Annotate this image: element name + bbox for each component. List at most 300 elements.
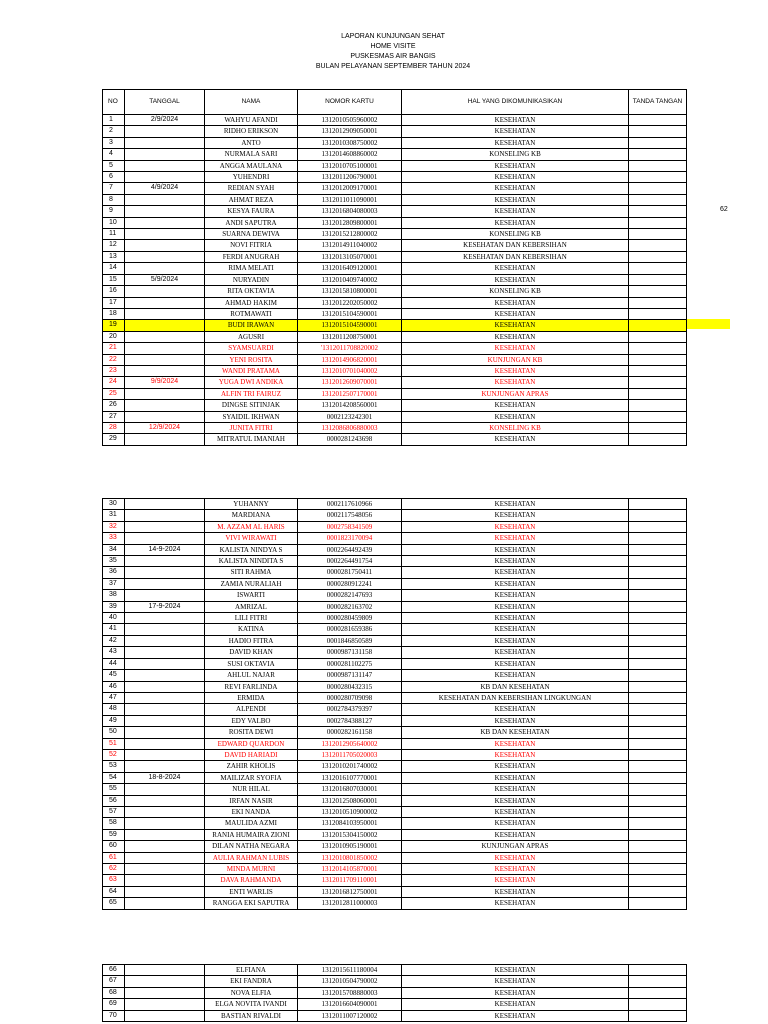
cell-no: 46 xyxy=(103,681,125,692)
table-row xyxy=(103,795,687,806)
cell-tgl xyxy=(125,263,205,274)
cell-no: 45 xyxy=(103,670,125,681)
cell-kartu: 1312012009170001 xyxy=(298,183,402,194)
cell-tgl xyxy=(125,217,205,228)
report-subtitle: HOME VISITE xyxy=(370,43,416,50)
cell-nama: EDWARD QUARDON xyxy=(205,738,298,749)
table-row xyxy=(103,567,687,578)
cell-tgl xyxy=(125,308,205,319)
cell-ttd xyxy=(629,229,687,240)
table-row xyxy=(103,297,687,308)
cell-tgl: 2/9/2024 xyxy=(125,115,205,126)
highlight-strip xyxy=(686,319,730,329)
cell-no: 36 xyxy=(103,567,125,578)
cell-hal: KESEHATAN xyxy=(402,898,629,909)
table-row xyxy=(103,976,687,987)
cell-tgl xyxy=(125,976,205,987)
cell-no: 50 xyxy=(103,727,125,738)
cell-kartu: 1312010308750002 xyxy=(298,137,402,148)
cell-ttd xyxy=(629,499,687,510)
cell-hal: KONSELING KB xyxy=(402,149,629,160)
table-row xyxy=(103,229,687,240)
cell-ttd xyxy=(629,544,687,555)
cell-no: 42 xyxy=(103,635,125,646)
col-nama-header: NAMA xyxy=(205,90,298,115)
cell-hal: KONSELING KB xyxy=(402,286,629,297)
cell-ttd xyxy=(629,841,687,852)
cell-no: 51 xyxy=(103,738,125,749)
cell-hal: KESEHATAN xyxy=(402,864,629,875)
cell-ttd xyxy=(629,251,687,262)
cell-nama: KESYA FAURA xyxy=(205,206,298,217)
cell-kartu: 1312016409120001 xyxy=(298,263,402,274)
cell-ttd xyxy=(629,297,687,308)
cell-ttd xyxy=(629,670,687,681)
report-period: BULAN PELAYANAN SEPTEMBER TAHUN 2024 xyxy=(315,63,471,70)
cell-no: 12 xyxy=(103,240,125,251)
cell-ttd xyxy=(629,331,687,342)
cell-ttd xyxy=(629,875,687,886)
table-row xyxy=(103,149,687,160)
cell-hal: KESEHATAN DAN KEBERSIHAN LINGKUNGAN xyxy=(402,692,629,703)
cell-hal: KESEHATAN xyxy=(402,126,629,137)
cell-tgl xyxy=(125,590,205,601)
cell-tgl: 5/9/2024 xyxy=(125,274,205,285)
cell-tgl xyxy=(125,795,205,806)
table-row xyxy=(103,115,687,126)
cell-nama: NURMALA SARI xyxy=(205,149,298,160)
cell-nama: YUGA DWI ANDIKA xyxy=(205,377,298,388)
cell-kartu: 0001846850589 xyxy=(298,635,402,646)
cell-tgl xyxy=(125,320,205,331)
cell-tgl xyxy=(125,556,205,567)
cell-hal: KB DAN KESEHATAN xyxy=(402,681,629,692)
cell-kartu: 1312015810800001 xyxy=(298,286,402,297)
cell-ttd xyxy=(629,115,687,126)
cell-kartu: 1312012909050001 xyxy=(298,126,402,137)
cell-tgl: 12/9/2024 xyxy=(125,422,205,433)
cell-nama: MINDA MURNI xyxy=(205,864,298,875)
cell-nama: ERMIDA xyxy=(205,692,298,703)
cell-tgl xyxy=(125,898,205,909)
table-row xyxy=(103,343,687,354)
table-row xyxy=(103,377,687,388)
cell-hal: KESEHATAN xyxy=(402,829,629,840)
cell-tgl xyxy=(125,354,205,365)
table-row xyxy=(103,864,687,875)
cell-kartu: 0000280459809 xyxy=(298,613,402,624)
cell-ttd xyxy=(629,624,687,635)
cell-nama: KATINA xyxy=(205,624,298,635)
table-row xyxy=(103,411,687,422)
cell-ttd xyxy=(629,533,687,544)
table-row xyxy=(103,556,687,567)
cell-no: 16 xyxy=(103,286,125,297)
cell-ttd xyxy=(629,898,687,909)
cell-tgl xyxy=(125,286,205,297)
cell-hal: KESEHATAN xyxy=(402,206,629,217)
cell-kartu: 1312010801850002 xyxy=(298,852,402,863)
table-row xyxy=(103,251,687,262)
cell-no: 44 xyxy=(103,658,125,669)
table-row xyxy=(103,749,687,760)
cell-nama: ENTI WARLIS xyxy=(205,886,298,897)
table-row xyxy=(103,738,687,749)
cell-nama: WAHYU AFANDI xyxy=(205,115,298,126)
cell-nama: SYAMSUARDI xyxy=(205,343,298,354)
cell-kartu: 1312012508060001 xyxy=(298,795,402,806)
cell-tgl xyxy=(125,137,205,148)
table-row xyxy=(103,590,687,601)
cell-nama: REVI FARLINDA xyxy=(205,681,298,692)
visit-table-page-3 xyxy=(102,964,687,1022)
cell-hal: KESEHATAN xyxy=(402,331,629,342)
cell-hal: KESEHATAN xyxy=(402,377,629,388)
cell-ttd xyxy=(629,965,687,976)
cell-nama: RIDHO ERIKSON xyxy=(205,126,298,137)
cell-ttd xyxy=(629,999,687,1010)
cell-no: 62 xyxy=(103,864,125,875)
cell-kartu: 0002264492439 xyxy=(298,544,402,555)
cell-nama: VIVI WIRAWATI xyxy=(205,533,298,544)
cell-ttd xyxy=(629,206,687,217)
cell-ttd xyxy=(629,784,687,795)
cell-no: 2 xyxy=(103,126,125,137)
cell-hal: KESEHATAN xyxy=(402,308,629,319)
cell-ttd xyxy=(629,137,687,148)
cell-hal: KESEHATAN xyxy=(402,263,629,274)
col-kartu-header: NOMOR KARTU xyxy=(298,90,402,115)
cell-kartu: 0000281102275 xyxy=(298,658,402,669)
cell-hal: KESEHATAN xyxy=(402,578,629,589)
cell-ttd xyxy=(629,727,687,738)
cell-ttd xyxy=(629,976,687,987)
cell-kartu: 0000281243698 xyxy=(298,434,402,445)
cell-kartu: 1312015104590001 xyxy=(298,320,402,331)
cell-nama: AGUSRI xyxy=(205,331,298,342)
cell-nama: SUSI OKTAVIA xyxy=(205,658,298,669)
table-row xyxy=(103,434,687,445)
table-row xyxy=(103,194,687,205)
cell-tgl xyxy=(125,829,205,840)
cell-kartu: 0000281750411 xyxy=(298,567,402,578)
cell-tgl xyxy=(125,784,205,795)
cell-hal: KUNJUNGAN APRAS xyxy=(402,388,629,399)
cell-hal: KESEHATAN DAN KEBERSIHAN xyxy=(402,240,629,251)
cell-hal: KESEHATAN xyxy=(402,400,629,411)
cell-nama: ALPENDI xyxy=(205,704,298,715)
cell-ttd xyxy=(629,864,687,875)
cell-tgl xyxy=(125,635,205,646)
cell-hal: KESEHATAN xyxy=(402,613,629,624)
cell-hal: KESEHATAN xyxy=(402,704,629,715)
cell-kartu: 1312013105070001 xyxy=(298,251,402,262)
cell-nama: M. AZZAM AL HARIS xyxy=(205,521,298,532)
cell-no: 9 xyxy=(103,206,125,217)
table-row xyxy=(103,126,687,137)
cell-tgl: 17-9-2024 xyxy=(125,601,205,612)
cell-nama: DAVA RAHMANDA xyxy=(205,875,298,886)
cell-kartu: 0000280432315 xyxy=(298,681,402,692)
cell-tgl xyxy=(125,658,205,669)
cell-tgl xyxy=(125,670,205,681)
table-row xyxy=(103,829,687,840)
col-ttd-header: TANDA TANGAN xyxy=(629,90,687,115)
cell-hal: KESEHATAN xyxy=(402,749,629,760)
cell-hal: KESEHATAN xyxy=(402,601,629,612)
cell-kartu: 0000281659386 xyxy=(298,624,402,635)
table-row xyxy=(103,217,687,228)
cell-hal: KESEHATAN xyxy=(402,761,629,772)
table-row xyxy=(103,875,687,886)
cell-tgl xyxy=(125,206,205,217)
cell-ttd xyxy=(629,422,687,433)
cell-no: 20 xyxy=(103,331,125,342)
cell-ttd xyxy=(629,194,687,205)
table-row xyxy=(103,183,687,194)
cell-nama: ROTMAWATI xyxy=(205,308,298,319)
cell-ttd xyxy=(629,521,687,532)
cell-tgl xyxy=(125,613,205,624)
table-row xyxy=(103,354,687,365)
cell-hal: KESEHATAN xyxy=(402,533,629,544)
cell-kartu: 1312010905190001 xyxy=(298,841,402,852)
cell-kartu: 1312012905640002 xyxy=(298,738,402,749)
cell-kartu: 1312016807030001 xyxy=(298,784,402,795)
table-row xyxy=(103,852,687,863)
cell-no: 40 xyxy=(103,613,125,624)
cell-tgl: 14-9-2024 xyxy=(125,544,205,555)
cell-kartu: 1312016812750001 xyxy=(298,886,402,897)
cell-nama: SITI RAHMA xyxy=(205,567,298,578)
cell-no: 56 xyxy=(103,795,125,806)
cell-hal: KESEHATAN xyxy=(402,886,629,897)
cell-kartu: 0002264491754 xyxy=(298,556,402,567)
cell-nama: DINGSE SITINJAK xyxy=(205,400,298,411)
cell-hal: KESEHATAN xyxy=(402,784,629,795)
table-row xyxy=(103,727,687,738)
cell-tgl xyxy=(125,886,205,897)
cell-ttd xyxy=(629,658,687,669)
cell-kartu: 1312014906820001 xyxy=(298,354,402,365)
table-row xyxy=(103,533,687,544)
table-row xyxy=(103,499,687,510)
cell-hal: KESEHATAN xyxy=(402,852,629,863)
cell-no: 19 xyxy=(103,320,125,331)
table-row xyxy=(103,308,687,319)
cell-hal: KONSELING KB xyxy=(402,229,629,240)
cell-kartu: 1312086806880003 xyxy=(298,422,402,433)
cell-hal: KUNJUNGAN KB xyxy=(402,354,629,365)
cell-kartu: 1312014608860002 xyxy=(298,149,402,160)
cell-tgl xyxy=(125,841,205,852)
cell-nama: MAILIZAR SYOFIA xyxy=(205,772,298,783)
cell-tgl xyxy=(125,400,205,411)
cell-tgl xyxy=(125,864,205,875)
table-row xyxy=(103,806,687,817)
cell-tgl xyxy=(125,434,205,445)
cell-kartu: 0000282163702 xyxy=(298,601,402,612)
cell-ttd xyxy=(629,852,687,863)
cell-nama: BUDI IRAWAN xyxy=(205,320,298,331)
cell-no: 15 xyxy=(103,274,125,285)
cell-kartu: 0002784379397 xyxy=(298,704,402,715)
table-row xyxy=(103,670,687,681)
cell-nama: FERDI ANUGRAH xyxy=(205,251,298,262)
cell-nama: MAULIDA AZMI xyxy=(205,818,298,829)
cell-nama: ROSITA DEWI xyxy=(205,727,298,738)
cell-ttd xyxy=(629,308,687,319)
cell-kartu: 0002123242301 xyxy=(298,411,402,422)
cell-ttd xyxy=(629,578,687,589)
cell-hal: KESEHATAN xyxy=(402,806,629,817)
cell-no: 13 xyxy=(103,251,125,262)
cell-no: 52 xyxy=(103,749,125,760)
cell-no: 53 xyxy=(103,761,125,772)
cell-kartu: 1312011206790001 xyxy=(298,172,402,183)
cell-hal: KESEHATAN xyxy=(402,987,629,998)
cell-tgl xyxy=(125,343,205,354)
cell-tgl xyxy=(125,999,205,1010)
cell-no: 61 xyxy=(103,852,125,863)
cell-tgl xyxy=(125,240,205,251)
table-row xyxy=(103,263,687,274)
cell-ttd xyxy=(629,172,687,183)
table-header-row xyxy=(103,90,687,115)
cell-no: 8 xyxy=(103,194,125,205)
cell-no: 35 xyxy=(103,556,125,567)
cell-kartu: 1312011208750001 xyxy=(298,331,402,342)
cell-nama: DAVID KHAN xyxy=(205,647,298,658)
cell-nama: AMRIZAL xyxy=(205,601,298,612)
table-row xyxy=(103,647,687,658)
table-row xyxy=(103,388,687,399)
cell-hal: KESEHATAN xyxy=(402,320,629,331)
cell-kartu: 1312012811000003 xyxy=(298,898,402,909)
cell-tgl xyxy=(125,229,205,240)
table-row xyxy=(103,1010,687,1021)
cell-tgl xyxy=(125,160,205,171)
cell-tgl xyxy=(125,510,205,521)
cell-tgl xyxy=(125,704,205,715)
cell-kartu: 0000987131158 xyxy=(298,647,402,658)
cell-no: 4 xyxy=(103,149,125,160)
cell-no: 49 xyxy=(103,715,125,726)
cell-nama: RANIA HUMAIRA ZIONI xyxy=(205,829,298,840)
cell-ttd xyxy=(629,510,687,521)
cell-hal: KESEHATAN xyxy=(402,875,629,886)
cell-ttd xyxy=(629,388,687,399)
cell-kartu: 1312010705100001 xyxy=(298,160,402,171)
cell-hal: KESEHATAN xyxy=(402,521,629,532)
cell-no: 32 xyxy=(103,521,125,532)
cell-ttd xyxy=(629,818,687,829)
cell-nama: JUNITA FITRI xyxy=(205,422,298,433)
cell-nama: AHMAD HAKIM xyxy=(205,297,298,308)
cell-kartu: 1312016804080003 xyxy=(298,206,402,217)
cell-hal: KUNJUNGAN APRAS xyxy=(402,841,629,852)
cell-kartu: 1312014105870001 xyxy=(298,864,402,875)
cell-hal: KESEHATAN xyxy=(402,1010,629,1021)
cell-nama: DILAN NATHA NEGARA xyxy=(205,841,298,852)
cell-tgl xyxy=(125,388,205,399)
cell-hal: KESEHATAN xyxy=(402,434,629,445)
cell-no: 6 xyxy=(103,172,125,183)
cell-ttd xyxy=(629,647,687,658)
table-row xyxy=(103,206,687,217)
table-row xyxy=(103,999,687,1010)
cell-kartu: 1312084103950001 xyxy=(298,818,402,829)
cell-hal: KESEHATAN xyxy=(402,965,629,976)
cell-kartu: 1312012202050002 xyxy=(298,297,402,308)
cell-kartu: 0000280912241 xyxy=(298,578,402,589)
cell-no: 23 xyxy=(103,365,125,376)
cell-no: 25 xyxy=(103,388,125,399)
cell-nama: DAVID HARIADI xyxy=(205,749,298,760)
cell-no: 38 xyxy=(103,590,125,601)
cell-ttd xyxy=(629,320,687,331)
cell-tgl xyxy=(125,251,205,262)
cell-kartu: 0000280709098 xyxy=(298,692,402,703)
cell-hal: KESEHATAN xyxy=(402,715,629,726)
table-row xyxy=(103,510,687,521)
cell-no: 34 xyxy=(103,544,125,555)
cell-kartu: 0000987131147 xyxy=(298,670,402,681)
cell-nama: MARDIANA xyxy=(205,510,298,521)
cell-ttd xyxy=(629,635,687,646)
cell-nama: BASTIAN RIVALDI xyxy=(205,1010,298,1021)
table-row xyxy=(103,578,687,589)
cell-nama: ZAHIR KHOLIS xyxy=(205,761,298,772)
cell-ttd xyxy=(629,400,687,411)
table-row xyxy=(103,635,687,646)
cell-tgl xyxy=(125,987,205,998)
cell-tgl xyxy=(125,818,205,829)
cell-no: 57 xyxy=(103,806,125,817)
cell-no: 65 xyxy=(103,898,125,909)
cell-hal: KESEHATAN xyxy=(402,194,629,205)
cell-ttd xyxy=(629,590,687,601)
cell-ttd xyxy=(629,411,687,422)
cell-nama: AHLUL NAJAR xyxy=(205,670,298,681)
cell-hal: KESEHATAN xyxy=(402,658,629,669)
cell-ttd xyxy=(629,692,687,703)
cell-no: 69 xyxy=(103,999,125,1010)
cell-no: 55 xyxy=(103,784,125,795)
visit-table-page-2 xyxy=(102,498,687,910)
cell-tgl xyxy=(125,331,205,342)
cell-no: 22 xyxy=(103,354,125,365)
cell-no: 29 xyxy=(103,434,125,445)
table-row xyxy=(103,987,687,998)
table-row xyxy=(103,715,687,726)
cell-no: 7 xyxy=(103,183,125,194)
cell-nama: RIMA MELATI xyxy=(205,263,298,274)
cell-tgl: 4/9/2024 xyxy=(125,183,205,194)
col-tanggal-header: TANGGAL xyxy=(125,90,205,115)
cell-hal: KESEHATAN xyxy=(402,738,629,749)
table-row xyxy=(103,544,687,555)
cell-ttd xyxy=(629,365,687,376)
report-title: LAPORAN KUNJUNGAN SEHAT xyxy=(341,33,445,40)
cell-ttd xyxy=(629,183,687,194)
side-page-number: 62 xyxy=(720,206,728,213)
cell-tgl xyxy=(125,411,205,422)
table-row xyxy=(103,692,687,703)
cell-ttd xyxy=(629,749,687,760)
cell-no: 67 xyxy=(103,976,125,987)
cell-no: 66 xyxy=(103,965,125,976)
